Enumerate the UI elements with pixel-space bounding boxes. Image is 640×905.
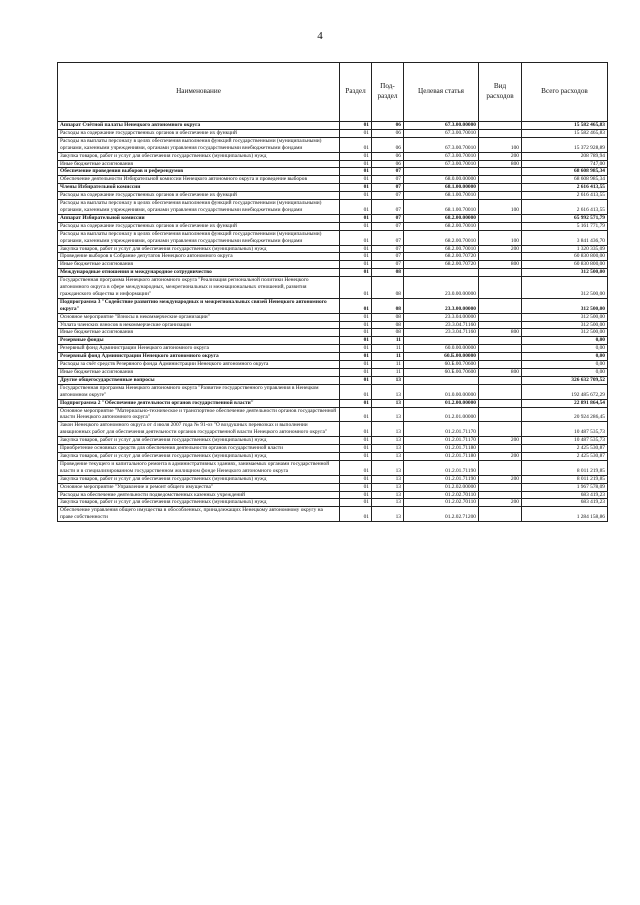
row-type-cell: 800 — [479, 261, 522, 269]
table-row — [58, 200, 608, 215]
row-target-cell: 01.0.00.00000 — [404, 384, 479, 399]
row-amount-cell: 683 419,23 — [522, 491, 608, 499]
row-amount-cell: 0,00 — [522, 337, 608, 345]
row-subsection-cell: 13 — [372, 407, 404, 422]
row-type-cell — [479, 277, 522, 299]
row-subsection-cell: 13 — [372, 507, 404, 522]
row-amount-cell: 2 616 413,55 — [522, 192, 608, 200]
row-subsection-cell: 07 — [372, 168, 404, 176]
row-type-cell — [479, 222, 522, 230]
row-name-cell: Расходы на содержание государственных органов и обеспечение их функций — [58, 192, 340, 200]
row-target-cell: 67.3.00.70010 — [404, 152, 479, 160]
row-section-cell: 01 — [340, 399, 372, 407]
row-amount-cell: 68 608 985,34 — [522, 176, 608, 184]
row-section-cell: 01 — [340, 337, 372, 345]
row-section-cell: 01 — [340, 445, 372, 453]
row-amount-cell: 312 500,00 — [522, 329, 608, 337]
row-type-cell — [479, 168, 522, 176]
row-name-cell: Члены Избирательной комиссии — [58, 184, 340, 192]
row-target-cell: 01.2.00.00000 — [404, 399, 479, 407]
row-target-cell: 01.2.02.70110 — [404, 499, 479, 507]
table-row — [58, 176, 608, 184]
row-target-cell — [404, 168, 479, 176]
row-type-cell — [479, 313, 522, 321]
row-name-cell: Закупка товаров, работ и услуг для обеспечения государственных (муниципальных) нужд — [58, 499, 340, 507]
table-row — [58, 369, 608, 377]
row-type-cell — [479, 214, 522, 222]
table-row — [58, 376, 608, 384]
table-row — [58, 261, 608, 269]
row-target-cell — [404, 269, 479, 277]
table-row — [58, 122, 608, 130]
row-subsection-cell: 07 — [372, 192, 404, 200]
row-section-cell: 01 — [340, 122, 372, 130]
row-section-cell: 01 — [340, 269, 372, 277]
row-name-cell: Основное мероприятие "Взносы в некоммерческие организации" — [58, 313, 340, 321]
table-row — [58, 345, 608, 353]
row-name-cell: Закупка товаров, работ и услуг для обеспечения государственных (муниципальных) нужд — [58, 475, 340, 483]
row-section-cell: 01 — [340, 160, 372, 168]
row-section-cell: 01 — [340, 460, 372, 475]
row-type-cell — [479, 298, 522, 313]
row-type-cell: 200 — [479, 152, 522, 160]
row-subsection-cell: 06 — [372, 137, 404, 152]
row-target-cell: 68.2.00.70010 — [404, 245, 479, 253]
row-type-cell — [479, 184, 522, 192]
row-subsection-cell: 07 — [372, 222, 404, 230]
row-amount-cell: 747,00 — [522, 160, 608, 168]
row-subsection-cell: 07 — [372, 230, 404, 245]
row-subsection-cell: 08 — [372, 313, 404, 321]
row-target-cell: 01.2.01.71180 — [404, 445, 479, 453]
row-section-cell: 01 — [340, 200, 372, 215]
row-subsection-cell: 08 — [372, 269, 404, 277]
row-section-cell: 01 — [340, 376, 372, 384]
row-subsection-cell: 08 — [372, 321, 404, 329]
row-name-cell: Государственная программа Ненецкого автономного округа "Развитие государственного управления в Ненецком автономном округе" — [58, 384, 340, 399]
row-section-cell: 01 — [340, 152, 372, 160]
row-type-cell — [479, 321, 522, 329]
row-name-cell: Аппарат Счётной палаты Ненецкого автономного округа — [58, 122, 340, 130]
row-amount-cell: 312 500,00 — [522, 313, 608, 321]
row-type-cell — [479, 445, 522, 453]
row-type-cell: 200 — [479, 475, 522, 483]
row-name-cell: Закупка товаров, работ и услуг для обеспечения государственных (муниципальных) нужд — [58, 437, 340, 445]
row-type-cell — [479, 192, 522, 200]
row-section-cell: 01 — [340, 222, 372, 230]
row-subsection-cell: 13 — [372, 491, 404, 499]
row-target-cell: 01.2.01.71170 — [404, 422, 479, 437]
row-target-cell: 01.2.02.70110 — [404, 491, 479, 499]
row-amount-cell: 0,00 — [522, 345, 608, 353]
row-subsection-cell: 06 — [372, 160, 404, 168]
row-name-cell: Расходы на содержание государственных органов и обеспечение их функций — [58, 129, 340, 137]
table-row — [58, 298, 608, 313]
row-type-cell: 200 — [479, 437, 522, 445]
table-row — [58, 337, 608, 345]
table-row — [58, 277, 608, 299]
row-name-cell: Закон Ненецкого автономного округа от 4 июля 2007 года № 91-оз "О воздушных перевозках и выполнении авиационных работ для обеспечения деятельности органов государственной власти Ненецкого автономного округа" — [58, 422, 340, 437]
row-subsection-cell: 07 — [372, 214, 404, 222]
row-name-cell: Проведение выборов в Собрание депутатов Ненецкого автономного округа — [58, 253, 340, 261]
row-section-cell: 01 — [340, 176, 372, 184]
row-type-cell — [479, 460, 522, 475]
row-type-cell: 200 — [479, 245, 522, 253]
row-name-cell: Закупка товаров, работ и услуг для обеспечения государственных (муниципальных) нужд — [58, 452, 340, 460]
row-name-cell: Расходы на содержание государственных органов и обеспечение их функций — [58, 222, 340, 230]
row-amount-cell: 2 616 413,55 — [522, 200, 608, 215]
row-subsection-cell: 11 — [372, 353, 404, 361]
row-subsection-cell: 08 — [372, 298, 404, 313]
row-name-cell: Иные бюджетные ассигнования — [58, 369, 340, 377]
row-amount-cell: 192 485 672,29 — [522, 384, 608, 399]
row-section-cell: 01 — [340, 329, 372, 337]
row-subsection-cell: 13 — [372, 499, 404, 507]
row-amount-cell: 15 582 465,83 — [522, 129, 608, 137]
row-section-cell: 01 — [340, 475, 372, 483]
budget-expenditure-table — [57, 62, 608, 522]
table-row — [58, 321, 608, 329]
row-type-cell — [479, 345, 522, 353]
table-body — [58, 122, 608, 522]
table-row — [58, 353, 608, 361]
table-row — [58, 230, 608, 245]
row-amount-cell: 312 500,00 — [522, 269, 608, 277]
row-subsection-cell: 08 — [372, 277, 404, 299]
table-row — [58, 475, 608, 483]
table-row — [58, 253, 608, 261]
row-type-cell — [479, 407, 522, 422]
row-target-cell: 23.3.00.00000 — [404, 298, 479, 313]
row-subsection-cell: 07 — [372, 261, 404, 269]
table-row — [58, 245, 608, 253]
row-subsection-cell: 07 — [372, 253, 404, 261]
row-target-cell: 23.3.04.00000 — [404, 313, 479, 321]
row-subsection-cell: 13 — [372, 452, 404, 460]
row-target-cell: 68.2.00.00000 — [404, 214, 479, 222]
row-name-cell: Резервные фонды — [58, 337, 340, 345]
table-row — [58, 269, 608, 277]
table-row — [58, 491, 608, 499]
row-type-cell — [479, 361, 522, 369]
row-amount-cell: 68 608 985,34 — [522, 168, 608, 176]
row-type-cell — [479, 353, 522, 361]
table-row — [58, 399, 608, 407]
row-subsection-cell: 11 — [372, 337, 404, 345]
row-subsection-cell: 13 — [372, 376, 404, 384]
row-subsection-cell: 06 — [372, 129, 404, 137]
row-section-cell: 01 — [340, 483, 372, 491]
row-target-cell: 68.2.00.70720 — [404, 253, 479, 261]
table-row — [58, 160, 608, 168]
row-section-cell: 01 — [340, 230, 372, 245]
row-subsection-cell: 13 — [372, 483, 404, 491]
row-target-cell: 67.3.00.70010 — [404, 160, 479, 168]
row-target-cell: 23.0.00.00000 — [404, 277, 479, 299]
row-target-cell: 01.2.01.71190 — [404, 460, 479, 475]
row-name-cell: Основное мероприятие "Управление и ремонт общего имущества" — [58, 483, 340, 491]
row-name-cell: Приобретение основных средств для обеспечения деятельности органов государственной власти — [58, 445, 340, 453]
row-target-cell: 01.2.02.71200 — [404, 507, 479, 522]
row-section-cell: 01 — [340, 353, 372, 361]
row-name-cell: Уплата членских взносов в некоммерческие организации — [58, 321, 340, 329]
row-name-cell: Расходы на выплаты персоналу в целях обеспечения выполнения функций государственными (муниципальными) органами, казенными учреждениями, органами управления государственными внебюджетными фондами — [58, 200, 340, 215]
row-subsection-cell: 07 — [372, 184, 404, 192]
row-section-cell: 01 — [340, 214, 372, 222]
row-name-cell: Иные бюджетные ассигнования — [58, 261, 340, 269]
row-type-cell: 800 — [479, 329, 522, 337]
row-amount-cell: 5 161 771,79 — [522, 222, 608, 230]
row-subsection-cell: 13 — [372, 384, 404, 399]
row-type-cell: 800 — [479, 369, 522, 377]
row-section-cell: 01 — [340, 361, 372, 369]
row-section-cell: 01 — [340, 184, 372, 192]
row-section-cell: 01 — [340, 253, 372, 261]
row-type-cell — [479, 507, 522, 522]
row-subsection-cell: 11 — [372, 361, 404, 369]
table-row — [58, 483, 608, 491]
row-section-cell: 01 — [340, 137, 372, 152]
row-section-cell: 01 — [340, 168, 372, 176]
row-amount-cell: 60 830 800,00 — [522, 253, 608, 261]
page-number: 4 — [317, 30, 323, 42]
row-subsection-cell: 08 — [372, 329, 404, 337]
table-row — [58, 460, 608, 475]
row-subsection-cell: 07 — [372, 200, 404, 215]
row-target-cell: 67.3.00.00000 — [404, 122, 479, 130]
row-type-cell: 100 — [479, 230, 522, 245]
row-name-cell: Расходы за счёт средств Резервного фонда Администрации Ненецкого автономного округа — [58, 361, 340, 369]
row-section-cell: 01 — [340, 491, 372, 499]
row-target-cell: 67.3.00.70010 — [404, 129, 479, 137]
table-row — [58, 184, 608, 192]
row-name-cell: Государственная программа Ненецкого автономного округа "Реализация региональной политики Ненецкого автономного округа в сфере международных, межрегиональных и межнациональных отношений, развития гражданского общества и информации" — [58, 277, 340, 299]
row-subsection-cell: 13 — [372, 445, 404, 453]
header-target-article: Целевая статья — [404, 63, 479, 122]
row-name-cell: Обеспечение деятельности Избирательной комиссии Ненецкого автономного округа и проведение выборов — [58, 176, 340, 184]
table-row — [58, 452, 608, 460]
row-section-cell: 01 — [340, 437, 372, 445]
header-section: Раздел — [340, 63, 372, 122]
row-amount-cell: 312 500,00 — [522, 321, 608, 329]
row-type-cell — [479, 376, 522, 384]
row-target-cell — [404, 376, 479, 384]
header-row — [58, 63, 608, 122]
row-target-cell: 60.Б.00.70600 — [404, 369, 479, 377]
table-row — [58, 168, 608, 176]
row-type-cell — [479, 129, 522, 137]
row-amount-cell: 8 011 219,85 — [522, 460, 608, 475]
row-section-cell: 01 — [340, 277, 372, 299]
row-section-cell: 01 — [340, 499, 372, 507]
row-amount-cell: 10 487 535,73 — [522, 422, 608, 437]
row-subsection-cell: 07 — [372, 245, 404, 253]
table-row — [58, 445, 608, 453]
row-amount-cell: 312 500,00 — [522, 298, 608, 313]
row-name-cell: Резервный фонд Администрации Ненецкого автономного округа — [58, 353, 340, 361]
row-subsection-cell: 11 — [372, 345, 404, 353]
row-target-cell: 01.2.02.00000 — [404, 483, 479, 491]
row-section-cell: 01 — [340, 192, 372, 200]
row-section-cell: 01 — [340, 422, 372, 437]
row-section-cell: 01 — [340, 407, 372, 422]
row-subsection-cell: 07 — [372, 176, 404, 184]
row-type-cell — [479, 491, 522, 499]
row-type-cell — [479, 269, 522, 277]
table-row — [58, 192, 608, 200]
row-amount-cell: 0,00 — [522, 369, 608, 377]
row-amount-cell: 2 425 530,87 — [522, 445, 608, 453]
row-target-cell: 01.2.01.71170 — [404, 437, 479, 445]
table-row — [58, 329, 608, 337]
header-total-expenses: Всего расходов — [522, 63, 608, 122]
row-subsection-cell: 13 — [372, 475, 404, 483]
row-target-cell: 01.2.01.00000 — [404, 407, 479, 422]
row-type-cell: 200 — [479, 452, 522, 460]
table-row — [58, 507, 608, 522]
row-target-cell: 67.3.00.70010 — [404, 137, 479, 152]
row-subsection-cell: 11 — [372, 369, 404, 377]
row-type-cell — [479, 176, 522, 184]
row-type-cell — [479, 337, 522, 345]
row-target-cell: 68.1.00.70010 — [404, 192, 479, 200]
row-section-cell: 01 — [340, 452, 372, 460]
row-target-cell: 60.0.00.00000 — [404, 345, 479, 353]
row-name-cell: Проведение текущего и капитального ремонта в административных зданиях, занимаемых органами государственной власти и в специализированном государственном жилищном фонде Ненецкого автономного округа — [58, 460, 340, 475]
row-type-cell — [479, 399, 522, 407]
row-amount-cell: 3 841 436,70 — [522, 230, 608, 245]
row-name-cell: Подпрограмма 2 "Обеспечение деятельности органов государственной власти" — [58, 399, 340, 407]
row-amount-cell: 208 789,94 — [522, 152, 608, 160]
table-row — [58, 384, 608, 399]
row-amount-cell: 20 924 286,45 — [522, 407, 608, 422]
row-name-cell: Обеспечение проведения выборов и референдумов — [58, 168, 340, 176]
row-name-cell: Подпрограмма 3 "Содействие развитию международных и межрегиональных связей Ненецкого автономного округа" — [58, 298, 340, 313]
table-row — [58, 499, 608, 507]
row-name-cell: Закупка товаров, работ и услуг для обеспечения государственных (муниципальных) нужд — [58, 245, 340, 253]
table-row — [58, 222, 608, 230]
row-section-cell: 01 — [340, 245, 372, 253]
row-target-cell: 60.Б.00.70600 — [404, 361, 479, 369]
row-target-cell: 23.3.04.71160 — [404, 329, 479, 337]
row-section-cell: 01 — [340, 261, 372, 269]
table-row — [58, 313, 608, 321]
row-name-cell: Резервный фонд Администрации Ненецкого автономного округа — [58, 345, 340, 353]
row-amount-cell: 15 372 928,89 — [522, 137, 608, 152]
row-amount-cell: 2 425 530,87 — [522, 452, 608, 460]
row-subsection-cell: 13 — [372, 460, 404, 475]
row-target-cell: 68.2.00.70720 — [404, 261, 479, 269]
row-name-cell: Основное мероприятие "Материально-техническое и транспортное обеспечение деятельности органов государственной власти Ненецкого автономного округа" — [58, 407, 340, 422]
row-name-cell: Расходы на выплаты персоналу в целях обеспечения выполнения функций государственными (муниципальными) органами, казенными учреждениями, органами управления государственными внебюджетными фондами — [58, 137, 340, 152]
row-target-cell: 23.3.04.71160 — [404, 321, 479, 329]
row-target-cell: 68.2.00.70010 — [404, 230, 479, 245]
row-amount-cell: 1 284 158,86 — [522, 507, 608, 522]
header-expense-type: Вид расходов — [479, 63, 522, 122]
row-amount-cell: 326 632 709,52 — [522, 376, 608, 384]
row-target-cell: 01.2.01.71190 — [404, 475, 479, 483]
row-amount-cell: 60 830 800,00 — [522, 261, 608, 269]
header-subsection: Под-раздел — [372, 63, 404, 122]
row-amount-cell: 2 616 413,55 — [522, 184, 608, 192]
row-amount-cell: 10 487 535,73 — [522, 437, 608, 445]
row-amount-cell: 0,00 — [522, 361, 608, 369]
row-amount-cell: 22 891 864,54 — [522, 399, 608, 407]
row-amount-cell: 65 992 571,79 — [522, 214, 608, 222]
row-name-cell: Обеспечение управления общего имущества в обособленных, принадлежащих Ненецкому автономному округу на праве собственности — [58, 507, 340, 522]
row-section-cell: 01 — [340, 129, 372, 137]
row-target-cell: 68.2.00.70010 — [404, 222, 479, 230]
row-amount-cell: 0,00 — [522, 353, 608, 361]
row-type-cell — [479, 384, 522, 399]
row-subsection-cell: 06 — [372, 152, 404, 160]
row-name-cell: Расходы на выплаты персоналу в целях обеспечения выполнения функций государственными (муниципальными) органами, казенными учреждениями, органами управления государственными внебюджетными фондами — [58, 230, 340, 245]
table-row — [58, 137, 608, 152]
row-target-cell: 60.Б.00.00000 — [404, 353, 479, 361]
row-target-cell: 01.2.01.71180 — [404, 452, 479, 460]
row-type-cell — [479, 253, 522, 261]
row-section-cell: 01 — [340, 321, 372, 329]
row-section-cell: 01 — [340, 298, 372, 313]
table-row — [58, 407, 608, 422]
header-name: Наименование — [58, 63, 340, 122]
row-name-cell: Иные бюджетные ассигнования — [58, 160, 340, 168]
row-section-cell: 01 — [340, 313, 372, 321]
row-subsection-cell: 13 — [372, 422, 404, 437]
row-target-cell: 68.0.00.00000 — [404, 176, 479, 184]
row-subsection-cell: 13 — [372, 399, 404, 407]
row-section-cell: 01 — [340, 384, 372, 399]
row-amount-cell: 1 320 335,09 — [522, 245, 608, 253]
row-section-cell: 01 — [340, 345, 372, 353]
row-target-cell: 68.1.00.00000 — [404, 184, 479, 192]
row-name-cell: Аппарат Избирательной комиссии — [58, 214, 340, 222]
row-amount-cell: 15 582 465,83 — [522, 122, 608, 130]
row-amount-cell: 312 500,00 — [522, 277, 608, 299]
row-target-cell: 68.1.00.70010 — [404, 200, 479, 215]
row-type-cell — [479, 422, 522, 437]
row-type-cell: 100 — [479, 137, 522, 152]
row-name-cell: Иные бюджетные ассигнования — [58, 329, 340, 337]
row-name-cell: Другие общегосударственные вопросы — [58, 376, 340, 384]
table-row — [58, 437, 608, 445]
table-row — [58, 422, 608, 437]
row-name-cell: Расходы на обеспечение деятельности подведомственных казенных учреждений — [58, 491, 340, 499]
row-amount-cell: 683 419,23 — [522, 499, 608, 507]
row-amount-cell: 8 011 219,85 — [522, 475, 608, 483]
table-row — [58, 361, 608, 369]
row-subsection-cell: 13 — [372, 437, 404, 445]
row-type-cell: 800 — [479, 160, 522, 168]
row-section-cell: 01 — [340, 369, 372, 377]
row-type-cell: 200 — [479, 499, 522, 507]
table-header — [58, 63, 608, 122]
row-section-cell: 01 — [340, 507, 372, 522]
row-type-cell — [479, 122, 522, 130]
row-type-cell: 100 — [479, 200, 522, 215]
row-type-cell — [479, 483, 522, 491]
table-row — [58, 214, 608, 222]
row-target-cell — [404, 337, 479, 345]
table-row — [58, 152, 608, 160]
row-name-cell: Международные отношения и международное сотрудничество — [58, 269, 340, 277]
table-row — [58, 129, 608, 137]
row-amount-cell: 1 967 578,09 — [522, 483, 608, 491]
row-subsection-cell: 06 — [372, 122, 404, 130]
row-name-cell: Закупка товаров, работ и услуг для обеспечения государственных (муниципальных) нужд — [58, 152, 340, 160]
